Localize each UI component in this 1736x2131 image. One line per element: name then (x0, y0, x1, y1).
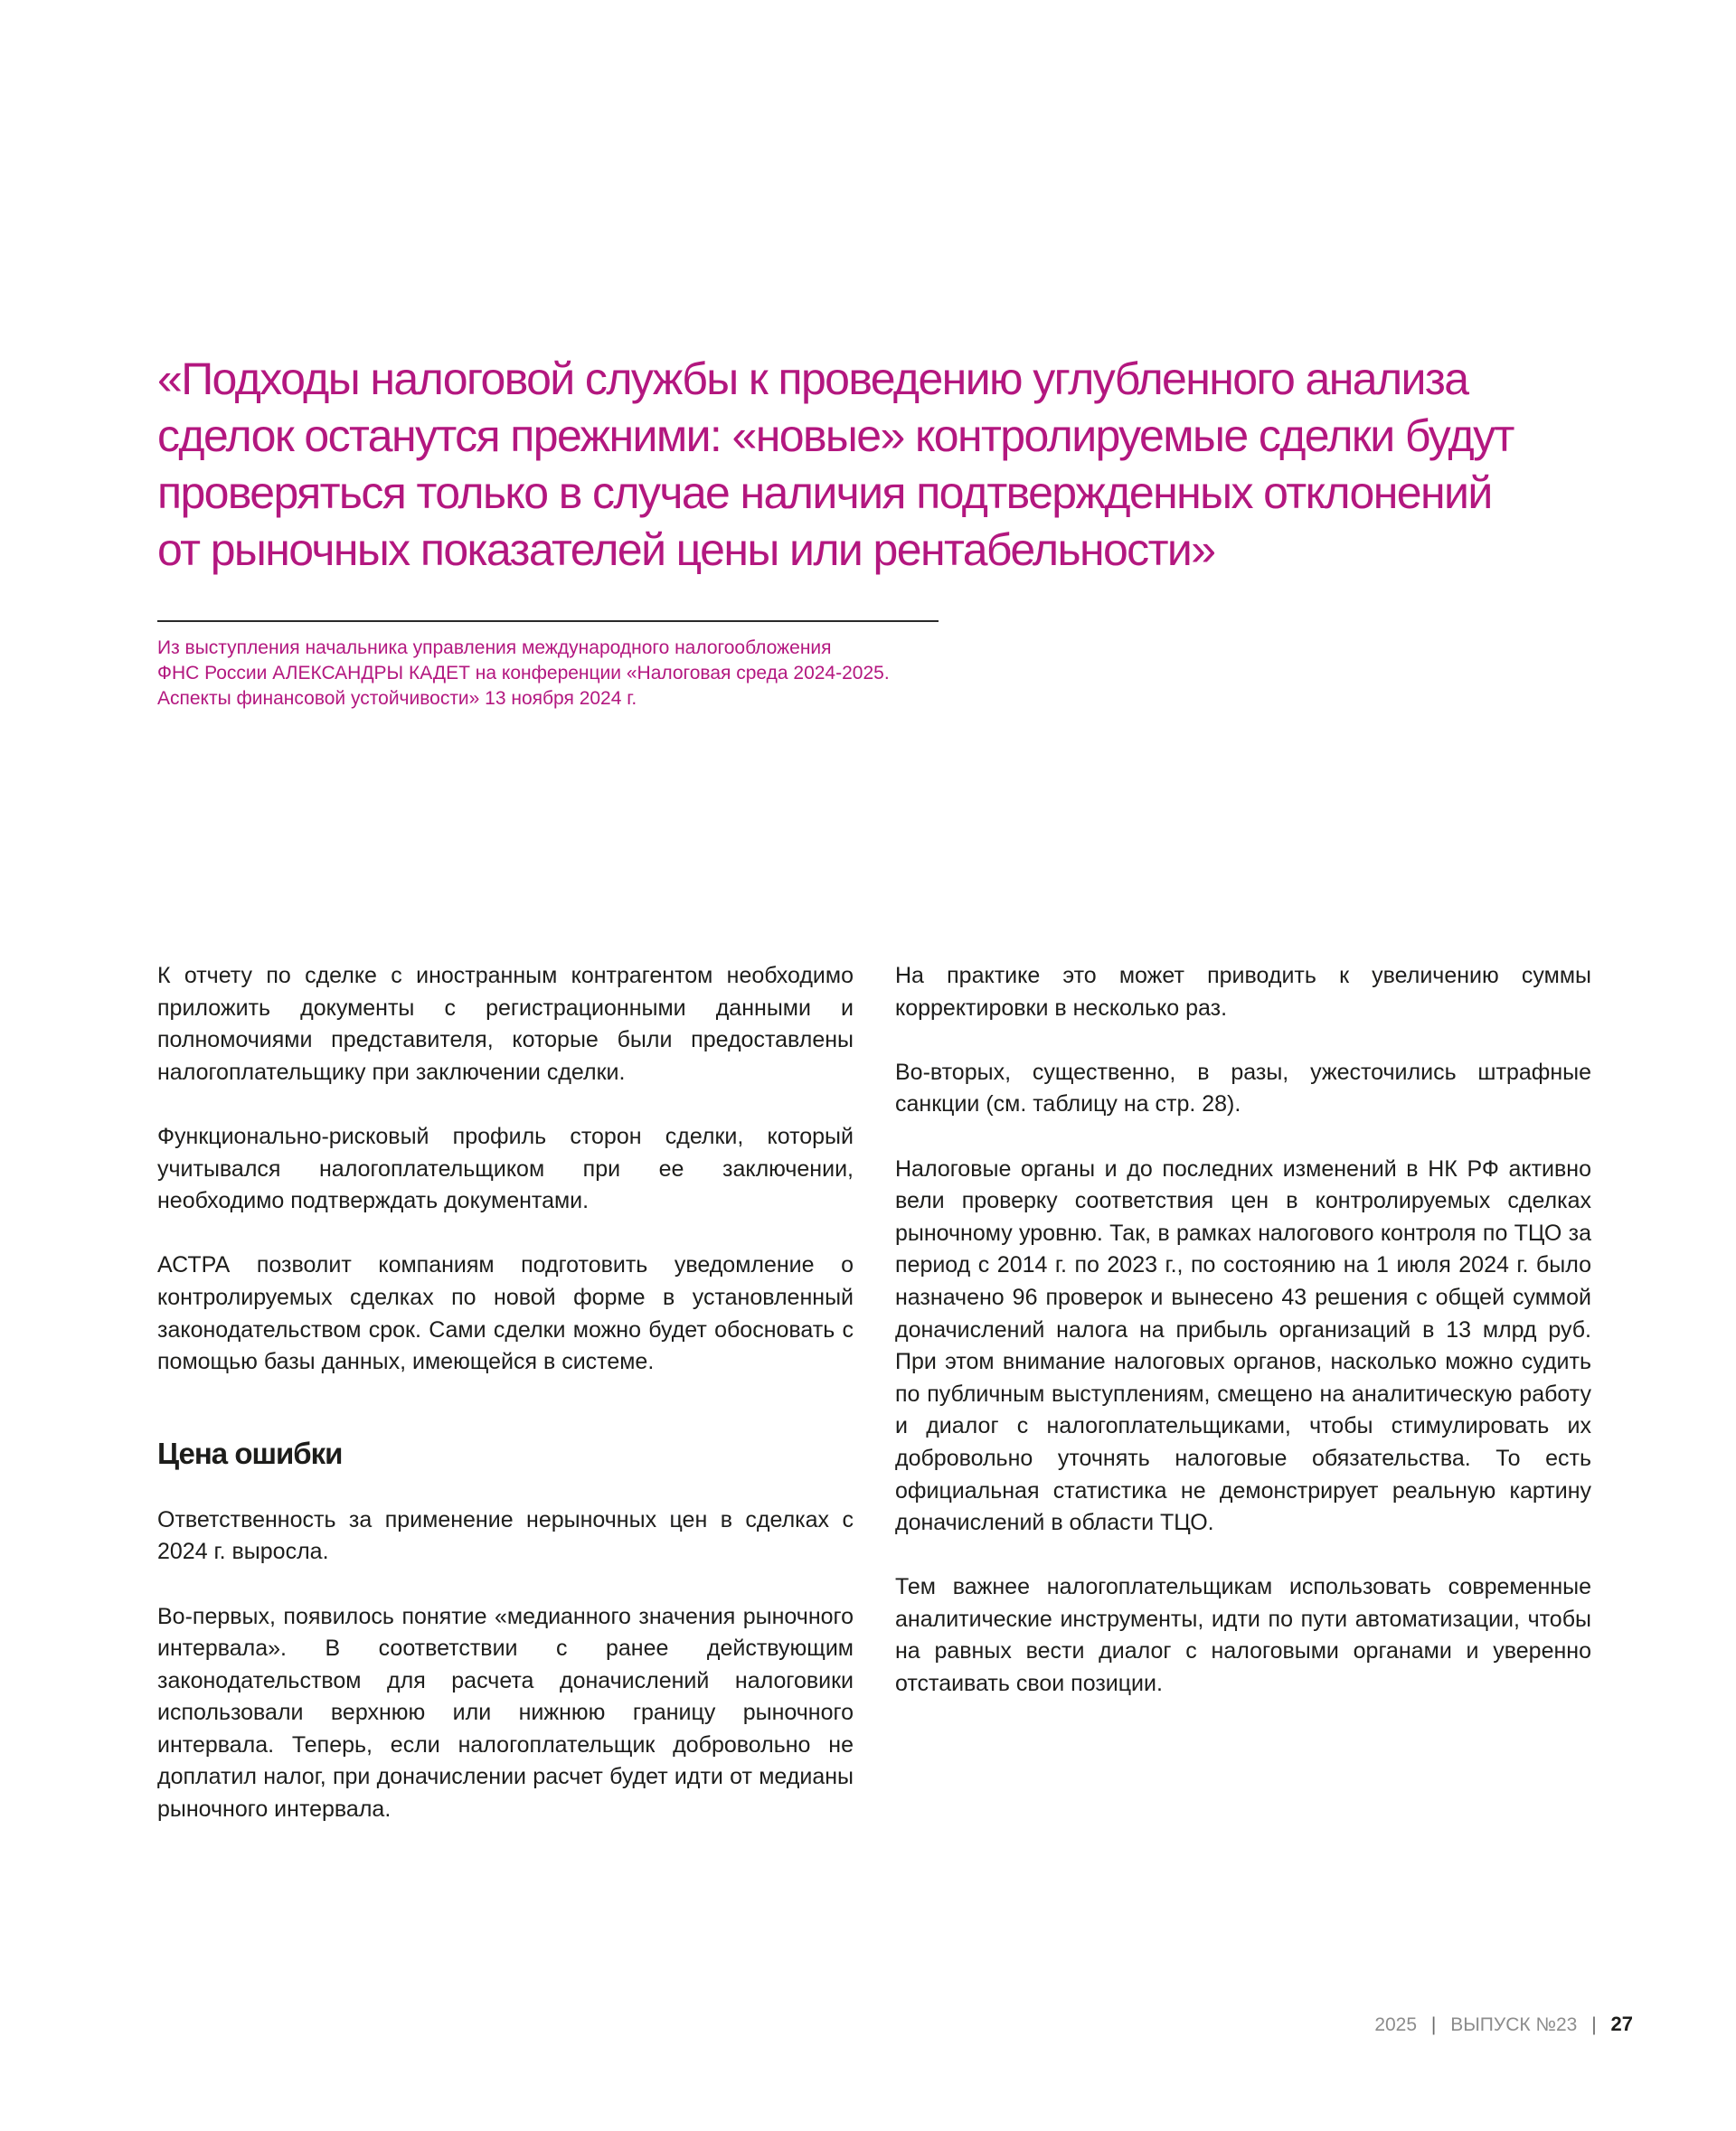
quote-divider (157, 620, 939, 622)
body-paragraph: АСТРА позволит компаниям подготовить уведомление о контролируемых сделках по новой форме в установленный законодательством срок. Сами сделки можно будет обосновать с помощью базы данных, имеющейся в системе. (157, 1252, 854, 1375)
body-paragraph: Функционально-рисковый профиль сторон сделки, который учитывался налогоплательщиком при ее заключении, необходимо подтверждать документами. (157, 1123, 854, 1214)
footer-issue: ВЫПУСК №23 (1450, 2014, 1578, 2035)
quote-source (157, 636, 971, 712)
footer-year: 2025 (1374, 2014, 1418, 2035)
quote-source-line: Аспекты финансовой устойчивости» 13 ноября 2024 г. (157, 688, 637, 709)
footer-separator: | (1430, 2014, 1437, 2035)
page-number: 27 (1610, 2013, 1633, 2035)
body-paragraph: Тем важнее налогоплательщикам использовать современные аналитические инструменты, идти по пути автоматизации, чтобы на равных вести диалог с налоговыми органами и уверенно отстаивать свои позиции. (895, 1574, 1591, 1697)
pull-quote-line: от рыночных показателей цены или рентабельности» (157, 524, 1215, 575)
quote-source-line: Из выступления начальника управления международного налогообложения (157, 637, 832, 658)
body-paragraph: Ответственность за применение нерыночных цен в сделках с 2024 г. выросла. (157, 1506, 854, 1565)
footer-separator: | (1591, 2014, 1597, 2035)
pull-quote-line: сделок останутся прежними: «новые» контролируемые сделки будут (157, 410, 1514, 461)
page-footer (1374, 2013, 1633, 2036)
body-paragraph: Налоговые органы и до последних изменений в НК РФ активно вели проверку соответствия цен в контролируемых сделках рыночному уровню. Так, в рамках налогового контроля по ТЦО за период с 2014 г. по 2023 г., по состоянию на 1 июля 2024 г. было назначено 96 проверок и вынесено 43 решения с общей суммой доначислений налога на прибыль организаций в 13 млрд руб. При этом внимание налоговых органов, насколько можно судить по публичным выступлениям, смещено на аналитическую работу и диалог с налогоплательщиками, чтобы стимулировать их добровольно уточнять налоговые обязательства. То есть официальная статистика не демонстрирует реальную картину доначислений в области ТЦО. (895, 1155, 1591, 1536)
body-paragraph: На практике это может приводить к увеличению суммы корректировки в несколько раз. (895, 963, 1591, 1021)
body-paragraph: К отчету по сделке с иностранным контрагентом необходимо приложить документы с регистрационными данными и полномочиями представителя, которые были предоставлены налогоплательщику при заключении сделки. (157, 963, 854, 1085)
quote-source-line: ФНС России АЛЕКСАНДРЫ КАДЕТ на конференции «Налоговая среда 2024-2025. (157, 663, 890, 684)
left-column (157, 960, 854, 1858)
right-column (895, 960, 1591, 1732)
body-paragraph: Во-вторых, существенно, в разы, ужесточились штрафные санкции (см. таблицу на стр. 28). (895, 1059, 1591, 1117)
pull-quote-line: «Подходы налоговой службы к проведению углубленного анализа (157, 354, 1468, 404)
section-heading: Цена ошибки (157, 1436, 343, 1470)
pull-quote (157, 351, 1550, 579)
body-paragraph: Во-первых, появилось понятие «медианного значения рыночного интервала». В соответствии с ранее действующим законодательством для расчета доначислений налоговики использовали верхнюю или нижнюю границу рыночного интервала. Теперь, если налогоплательщик добровольно не доплатил налог, при доначислении расчет будет идти от медианы рыночного интервала. (157, 1603, 854, 1823)
pull-quote-line: проверяться только в случае наличия подтвержденных отклонений (157, 467, 1492, 518)
